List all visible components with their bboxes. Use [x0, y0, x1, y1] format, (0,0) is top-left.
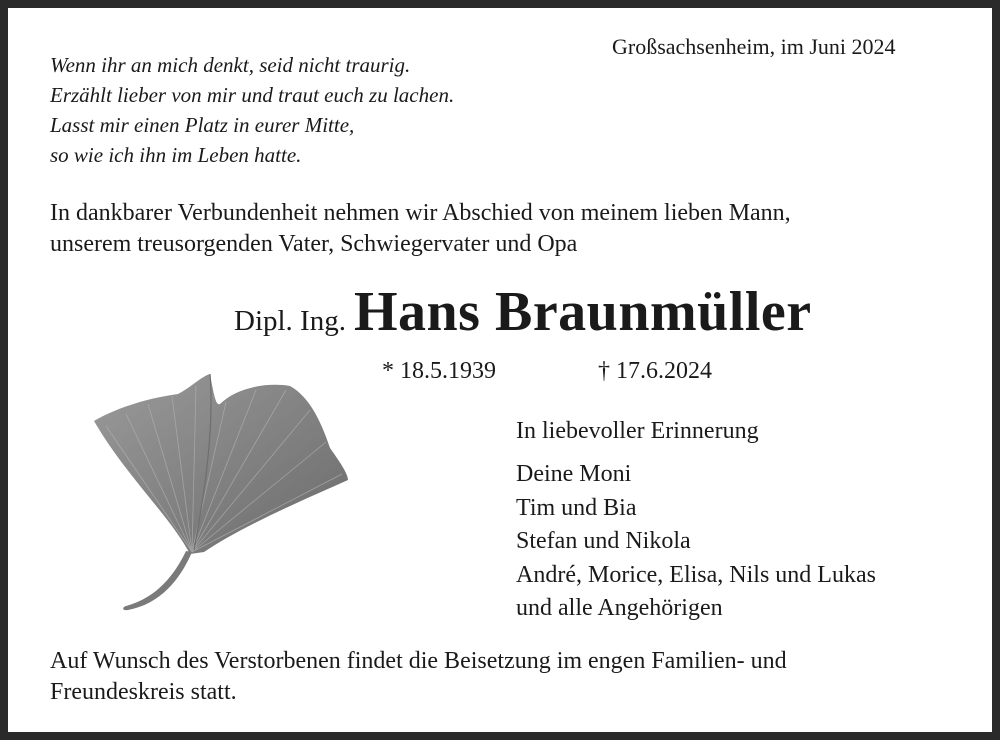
intro-line: unserem treusorgenden Vater, Schwiegervater und Opa: [50, 231, 578, 257]
ginkgo-leaf-icon: [86, 366, 356, 616]
death-date: † 17.6.2024: [598, 358, 712, 384]
intro-line: In dankbarer Verbundenheit nehmen wir Abschied von meinem lieben Mann,: [50, 200, 791, 226]
poem-line: Wenn ihr an mich denkt, seid nicht traurig.: [50, 53, 411, 77]
mourner-name: Stefan und Nikola: [516, 528, 691, 554]
memory-heading: In liebevoller Erinnerung: [516, 418, 759, 444]
mourner-name: und alle Angehörigen: [516, 595, 723, 621]
notice-line: Freundeskreis statt.: [50, 679, 237, 705]
poem: [50, 50, 454, 170]
notice-line: Auf Wunsch des Verstorbenen findet die Beisetzung im engen Familien- und: [50, 648, 787, 674]
poem-line: so wie ich ihn im Leben hatte.: [50, 143, 302, 167]
obituary-card: [8, 8, 992, 732]
mourner-name: Tim und Bia: [516, 494, 637, 521]
deceased-name: Hans Braunmüller: [353, 281, 812, 343]
mourner-name: André, Morice, Elisa, Nils und Lukas: [516, 561, 876, 588]
poem-line: Erzählt lieber von mir und traut euch zu lachen.: [50, 83, 455, 107]
birth-date: * 18.5.1939: [382, 358, 496, 384]
poem-line: Lasst mir einen Platz in eurer Mitte,: [50, 113, 355, 137]
place-date: Großsachsenheim, im Juni 2024: [612, 34, 896, 59]
funeral-notice: [50, 646, 787, 708]
mourners-list: [516, 458, 876, 626]
deceased-name-line: [234, 280, 812, 344]
deceased-title: Dipl. Ing.: [234, 305, 346, 337]
mourner-name: Deine Moni: [516, 461, 632, 487]
intro-text: [50, 198, 791, 260]
